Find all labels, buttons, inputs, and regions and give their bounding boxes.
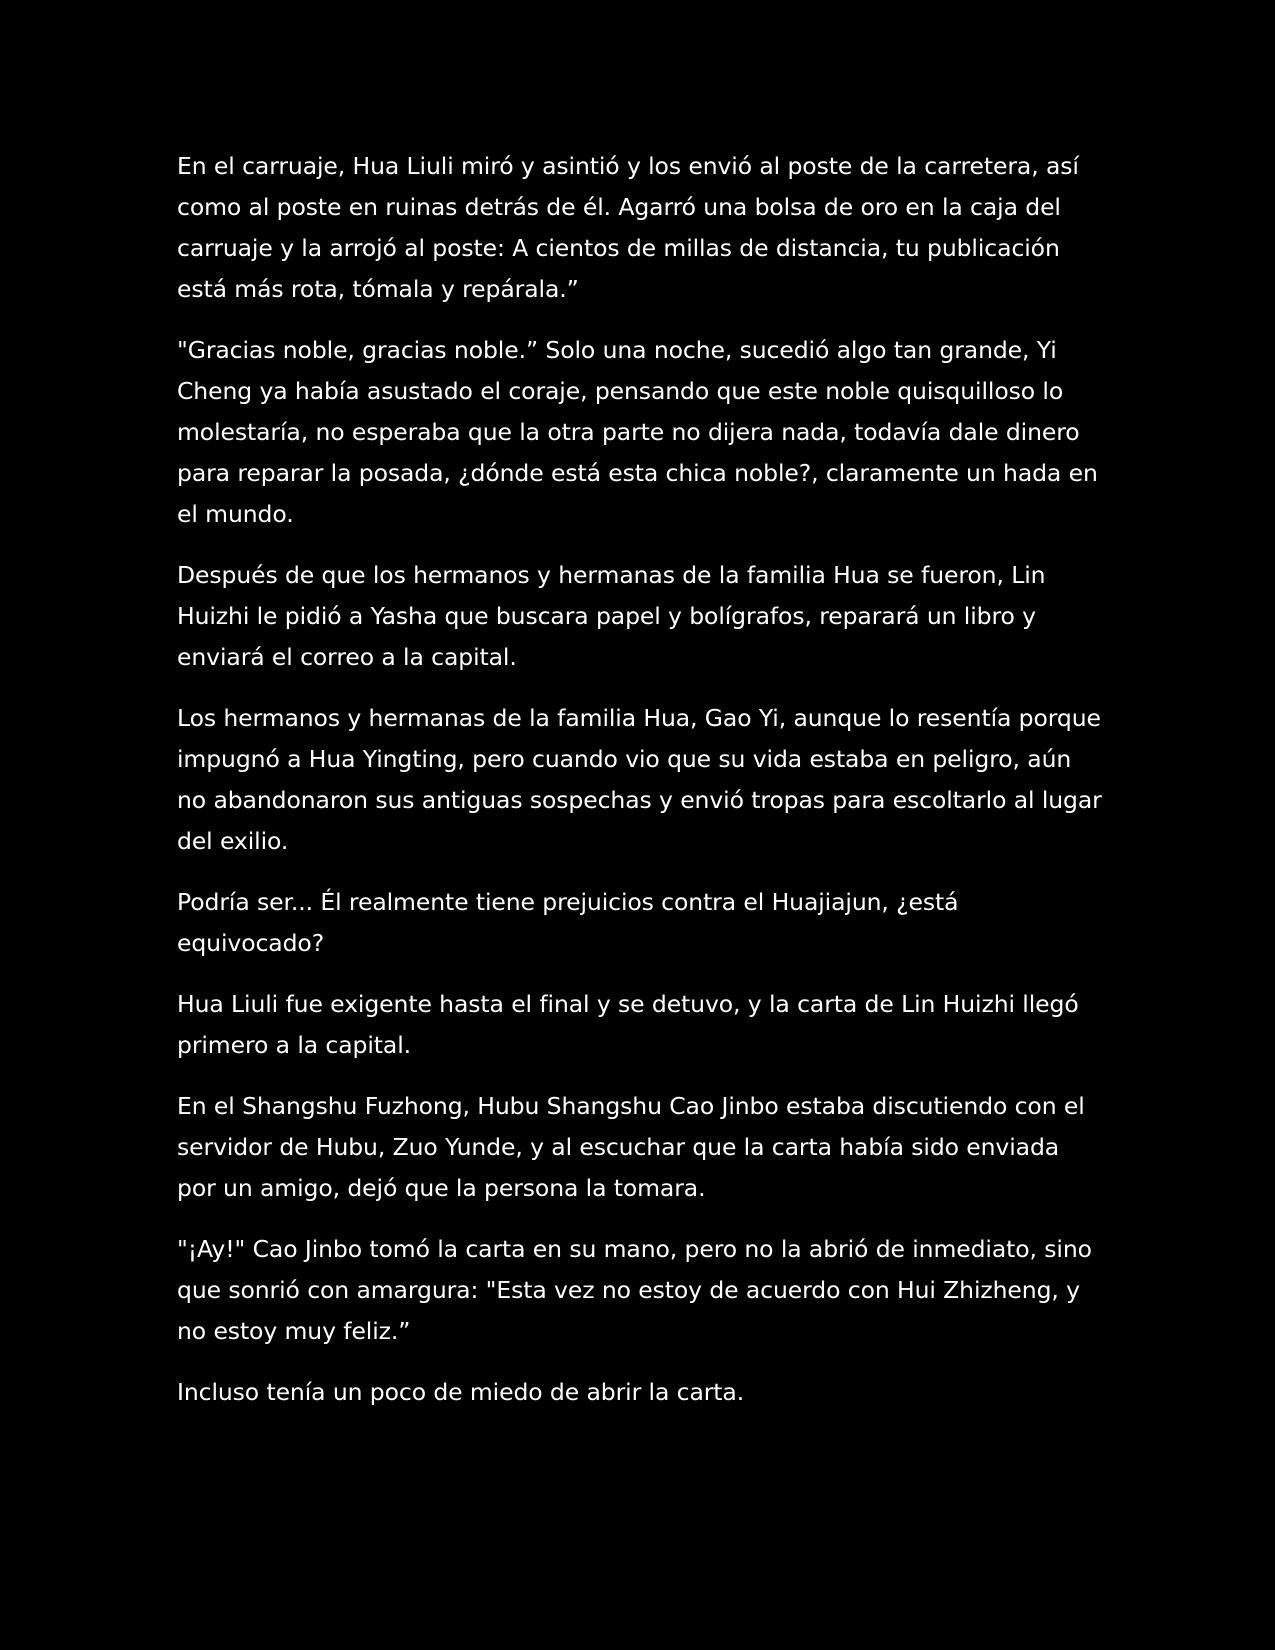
paragraph-2: "Gracias noble, gracias noble.” Solo una noche, sucedió algo tan grande, Yi Cheng ya había asustado el coraje, pensando que este noble quisquilloso lo molestaría, no esperaba que la otra parte no dijera nada, todavía dale dinero para reparar la posada, ¿dónde está esta chica noble?, claramente un hada en el mundo. <box>177 336 1098 528</box>
paragraph-4: Los hermanos y hermanas de la familia Hua, Gao Yi, aunque lo resentía porque impugnó a Hua Yingting, pero cuando vio que su vida estaba en peligro, aún no abandonaron sus antiguas sospechas y envió tropas para escoltarlo al lugar del exilio. <box>177 704 1102 855</box>
paragraph-8: "¡Ay!" Cao Jinbo tomó la carta en su mano, pero no la abrió de inmediato, sino que sonrió con amargura: "Esta vez no estoy de acuerdo con Hui Zhizheng, y no estoy muy feliz.” <box>177 1235 1092 1345</box>
document-body <box>177 146 1102 1433</box>
paragraph-1: En el carruaje, Hua Liuli miró y asintió y los envió al poste de la carretera, así como al poste en ruinas detrás de él. Agarró una bolsa de oro en la caja del carruaje y la arrojó al poste: A cientos de millas de distancia, tu publicación está más rota, tómala y repárala.” <box>177 152 1079 303</box>
paragraph-7: En el Shangshu Fuzhong, Hubu Shangshu Cao Jinbo estaba discutiendo con el servidor de Hubu, Zuo Yunde, y al escuchar que la carta había sido enviada por un amigo, dejó que la persona la tomara. <box>177 1092 1085 1202</box>
paragraph-3: Después de que los hermanos y hermanas de la familia Hua se fueron, Lin Huizhi le pidió a Yasha que buscara papel y bolígrafos, reparará un libro y enviará el correo a la capital. <box>177 561 1046 671</box>
paragraph-9: Incluso tenía un poco de miedo de abrir la carta. <box>177 1378 745 1406</box>
paragraph-6: Hua Liuli fue exigente hasta el final y se detuvo, y la carta de Lin Huizhi llegó primero a la capital. <box>177 990 1079 1059</box>
paragraph-5: Podría ser... Él realmente tiene prejuicios contra el Huajiajun, ¿está equivocado? <box>177 888 959 957</box>
